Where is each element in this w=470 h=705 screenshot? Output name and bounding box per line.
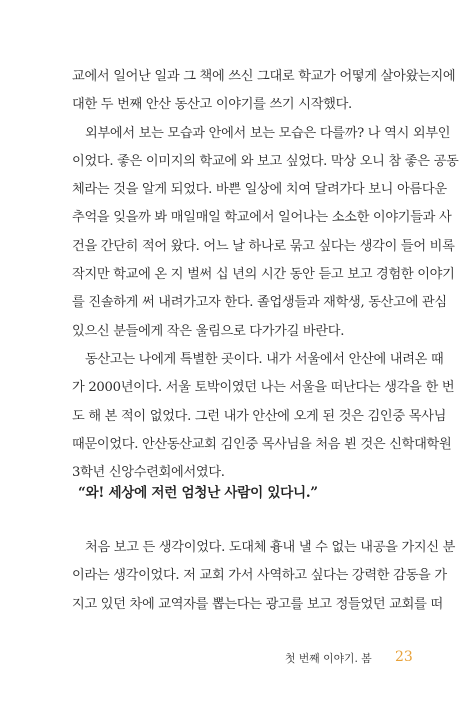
text-line: 추억을 잊을까 봐 매일매일 학교에서 일어나는 소소한 이야기들과 사 <box>72 210 452 226</box>
text-line: 도 해 본 적이 없었다. 그런 내가 안산에 오게 된 것은 김인중 목사님 <box>72 408 447 424</box>
paragraph-continued <box>72 63 456 120</box>
text-line: 작지만 학교에 온 지 벌써 십 년의 시간 동안 듣고 보고 경험한 이야기 <box>72 267 455 283</box>
text-line: 대한 두 번째 안산 동산고 이야기를 쓰기 시작했다. <box>72 97 352 113</box>
text-line: 지고 있던 차에 교역자를 뽑는다는 광고를 보고 정들었던 교회를 떠 <box>72 596 443 612</box>
paragraph <box>72 534 456 619</box>
pull-quote: “와! 세상에 저런 엄청난 사람이 있다니.” <box>78 485 318 501</box>
text-line: 교에서 일어난 일과 그 책에 쓰신 그대로 학교가 어떻게 살아왔는지에 <box>72 69 456 84</box>
page-number: 23 <box>395 649 413 665</box>
text-line: 체라는 것을 알게 되었다. 바쁜 일상에 치여 달려가다 보니 아름다운 <box>72 182 447 198</box>
text-line: 3학년 신앙수련회에서였다. <box>72 465 225 481</box>
paragraph <box>72 120 459 346</box>
text-line: 처음 보고 든 생각이었다. 도대체 흉내 낼 수 없는 내공을 가지신 분 <box>85 540 456 555</box>
text-line: 건을 간단히 적어 왔다. 어느 날 하나로 묶고 싶다는 생각이 들어 비록 <box>72 238 455 254</box>
text-line: 가 2000년이다. 서울 토박이였던 나는 서울을 떠난다는 생각을 한 번 <box>72 380 455 396</box>
text-line: 이라는 생각이었다. 저 교회 가서 사역하고 싶다는 강력한 감동을 가 <box>72 568 447 584</box>
text-line: 외부에서 보는 모습과 안에서 보는 모습은 다를까? 나 역시 외부인 <box>85 125 451 141</box>
text-line: 이었다. 좋은 이미지의 학교에 와 보고 싶었다. 막상 오니 참 좋은 공동 <box>72 153 459 169</box>
paragraph <box>72 346 455 487</box>
text-line: 때문이었다. 안산동산교회 김인중 목사님을 처음 뵌 것은 신학대학원 <box>72 436 452 452</box>
text-line: 있으신 분들에게 작은 울림으로 다가가길 바란다. <box>72 323 345 339</box>
running-footer-title: 첫 번째 이야기. 봄 <box>285 652 372 665</box>
text-line: 를 진솔하게 써 내려가고자 한다. 졸업생들과 재학생, 동산고에 관심 <box>72 295 447 311</box>
text-line: 동산고는 나에게 특별한 곳이다. 내가 서울에서 안산에 내려온 때 <box>85 352 444 367</box>
